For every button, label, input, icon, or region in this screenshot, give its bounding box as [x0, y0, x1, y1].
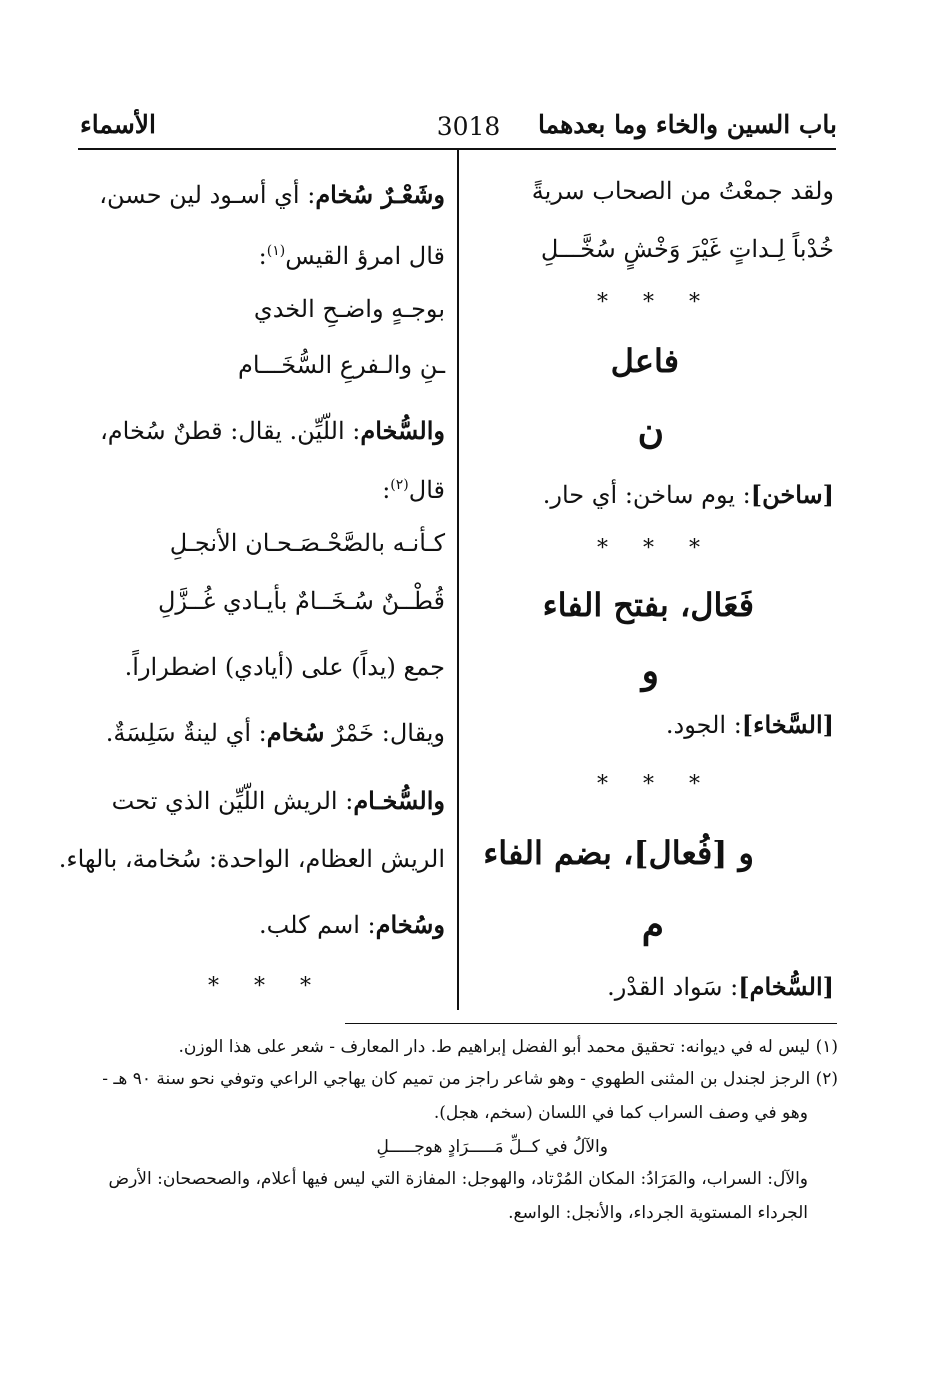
- section-heading: و [فُعال]، بضم الفاء: [483, 834, 754, 872]
- entry-line: [382, 470, 445, 505]
- entry-line: [607, 972, 834, 1002]
- footnote-ref: (٢): [390, 477, 409, 493]
- entry-headword: [السَّخاء]: [741, 710, 834, 739]
- section-separator: * * *: [597, 772, 714, 797]
- entry-text: : الريش اللّيِّن الذي تحت: [111, 787, 354, 815]
- entry-text: : اللّيِّن. يقال: قطنٌ سُخام،: [100, 417, 361, 445]
- root-letter: م: [641, 904, 664, 946]
- section-separator: * * *: [597, 536, 714, 561]
- section-separator: * * *: [208, 974, 325, 999]
- section-separator: * * *: [597, 290, 714, 315]
- entry-headword: [السُّخام]: [738, 972, 834, 1001]
- footnote: والآل: السراب، والمَرَادُ: المكان المُرْتاد، والهوجل: المفازة التي ليس فيها أعلام، والصحصحان: الأرض: [108, 1169, 808, 1189]
- root-letter: ن: [637, 410, 664, 452]
- entry-text: :: [258, 242, 267, 270]
- entry-text: : أي لينةٌ سَلِسَةٌ.: [105, 719, 267, 747]
- entry-line: [259, 236, 445, 271]
- entry-text: : يوم ساخن: أي حار.: [542, 481, 751, 509]
- footnote: وهو في وصف السراب كما في اللسان (سخم، هجل).: [433, 1103, 808, 1123]
- entry-text: : اسم كلب.: [258, 911, 376, 939]
- footnote-ref: (١): [266, 243, 286, 259]
- entry-headword: [ساخن]: [750, 480, 834, 509]
- running-head-section: الأسماء: [80, 110, 156, 139]
- entry-headword: وشَعْـرٌ سُخام: [315, 180, 445, 209]
- page-number: 3018: [436, 112, 501, 141]
- entry-headword: سُخام: [266, 718, 325, 747]
- entry-line: جمع (يداً) على (أيادي) اضطراراً.: [124, 653, 445, 681]
- entry-text: : أي أسـود لين حسن،: [99, 181, 316, 209]
- verse-line: ولقد جمعْتُ من الصحاب سريةً: [531, 177, 834, 205]
- entry-headword: والسُّخام: [360, 416, 445, 445]
- verse-line: ـنِ والـفرعِ السُّخَـــام: [237, 351, 445, 379]
- entry-line: [666, 710, 834, 740]
- footnote: الجرداء المستوية الجرداء، والأنجل: الواسع.: [508, 1203, 808, 1223]
- entry-text: ويقال: خَمْرٌ: [324, 719, 445, 747]
- running-head-title: باب السين والخاء وما بعدهما: [538, 110, 837, 139]
- footnote: (٢) الرجز لجندل بن المثنى الطهوي - وهو شاعر راجز من تميم كان يهاجي الراعي وتوفي نحو سنة ٩٠ هـ -: [102, 1069, 838, 1089]
- entry-line: [543, 480, 834, 510]
- entry-line: [259, 910, 445, 940]
- footnote-verse: والآلُ في كــلِّ مَـــــرَادٍ هوجـــــلِ: [376, 1137, 608, 1157]
- entry-text: قال امرؤ القيس: [285, 242, 445, 270]
- entry-headword: والسُّخـام: [353, 786, 445, 815]
- verse-line: قُطْــنٌ سُـخَــامٌ بأيـادي غُــزَّلِ: [157, 587, 445, 615]
- entry-text: : سَواد القدْر.: [607, 973, 739, 1001]
- root-letter: و: [641, 650, 659, 692]
- verse-line: بوجـهٍ واضـحِ الخدي: [253, 295, 445, 323]
- entry-line: الريش العظام، الواحدة: سُخامة، بالهاء.: [58, 845, 445, 873]
- section-heading: فَعَال، بفتح الفاء: [542, 586, 754, 624]
- entry-line: [106, 718, 445, 748]
- footnote: (١) ليس له في ديوانه: تحقيق محمد أبو الفضل إبراهيم ط. دار المعارف - شعر على هذا الوزن.: [178, 1037, 838, 1057]
- verse-line: خُدْباً لِـداتٍ غَيْرَ وَخْشٍ سُخَّـــلِ: [540, 235, 834, 263]
- verse-line: كـأنـه بالصَّحْـصَـحـان الأنجـلِ: [169, 529, 445, 557]
- entry-headword: وسُخام: [375, 910, 445, 939]
- entry-text: : الجود.: [665, 711, 742, 739]
- column-divider: [457, 150, 459, 1010]
- footnote-rule: [345, 1023, 837, 1024]
- section-heading: فاعل: [610, 342, 679, 380]
- entry-line: [100, 416, 445, 446]
- entry-line: [112, 786, 445, 816]
- entry-line: [99, 180, 445, 210]
- entry-text: :: [382, 476, 391, 504]
- entry-text: قال: [408, 476, 445, 504]
